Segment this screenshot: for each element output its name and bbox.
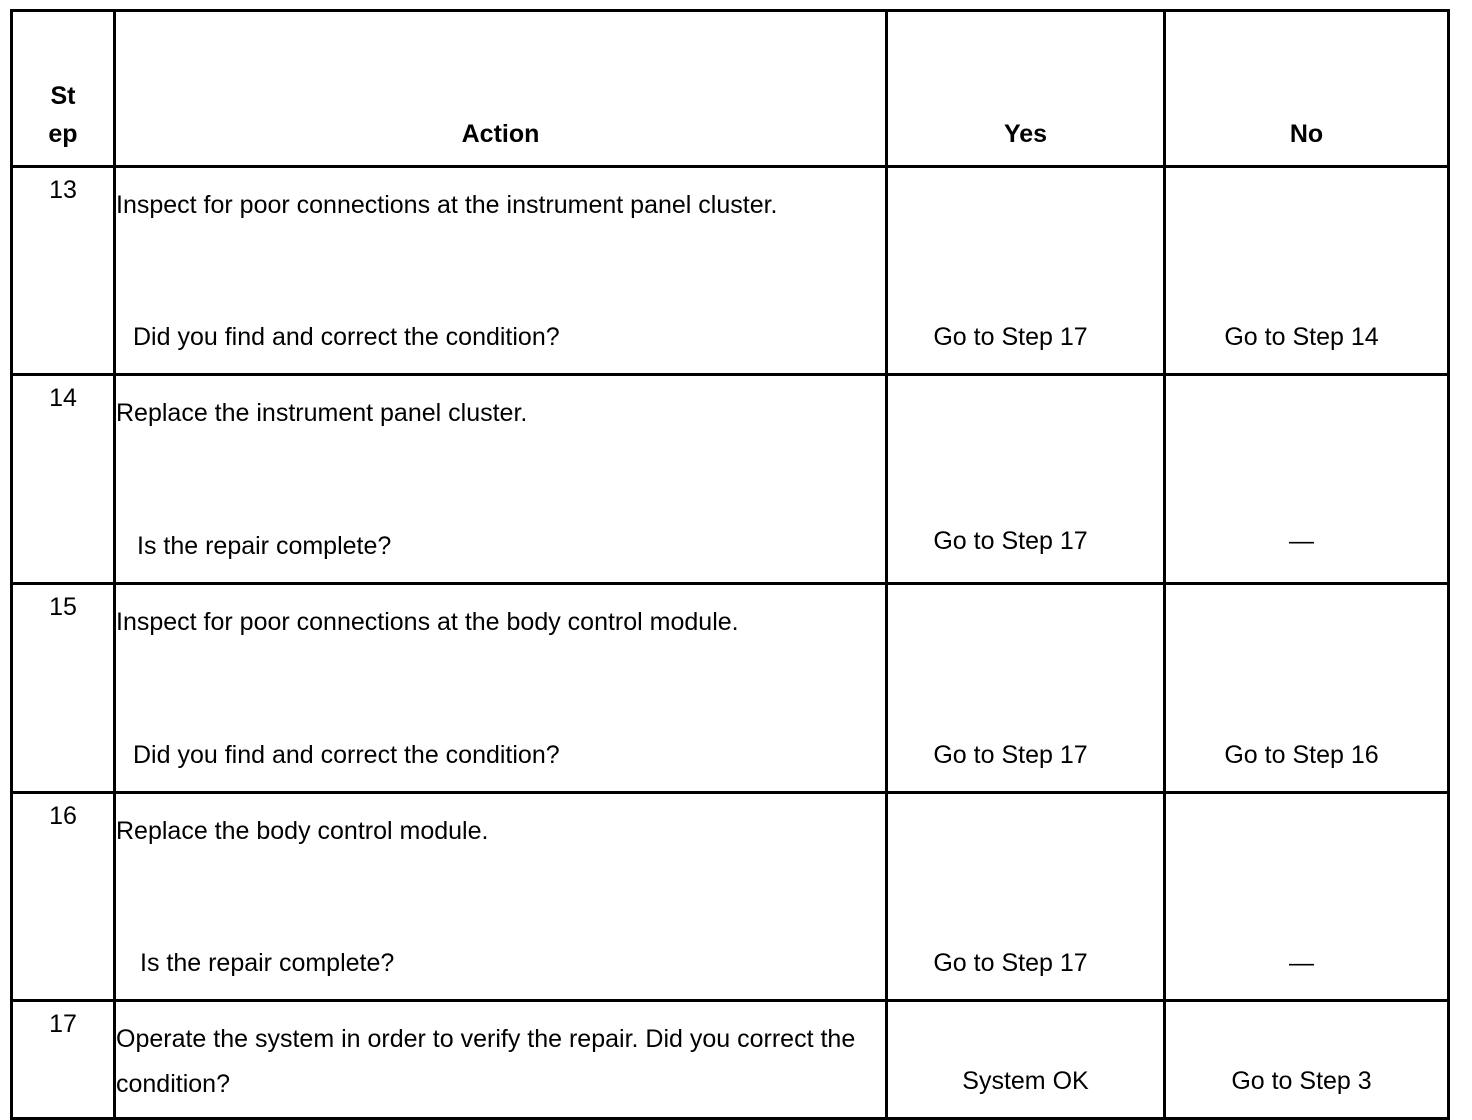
yes-result: Go to Step 17 xyxy=(933,323,1088,351)
yes-result: Go to Step 17 xyxy=(933,949,1088,977)
table-row xyxy=(12,584,1449,793)
action-cell xyxy=(115,375,887,584)
no-result: Go to Step 3 xyxy=(1231,1067,1372,1095)
header-step-line1: St xyxy=(50,82,76,110)
action-text: Replace the instrument panel cluster. xyxy=(116,399,528,427)
no-result: — xyxy=(1289,527,1314,555)
action-cell xyxy=(115,167,887,375)
no-cell xyxy=(1165,167,1449,375)
no-cell xyxy=(1165,793,1449,1001)
header-yes: Yes xyxy=(887,11,1165,167)
yes-cell xyxy=(887,584,1165,793)
header-no: No xyxy=(1165,11,1449,167)
header-step-line2: ep xyxy=(48,120,78,148)
no-result: — xyxy=(1289,949,1314,977)
action-question: Did you find and correct the condition? xyxy=(133,741,560,769)
table-row xyxy=(12,793,1449,1001)
table-row xyxy=(12,1001,1449,1119)
action-text: Replace the body control module. xyxy=(116,817,489,845)
header-step xyxy=(12,11,115,167)
yes-cell xyxy=(887,375,1165,584)
table-header-row xyxy=(12,11,1449,167)
step-number: 13 xyxy=(12,167,115,375)
action-text: Inspect for poor connections at the instrument panel cluster. xyxy=(116,191,778,219)
step-number: 14 xyxy=(12,375,115,584)
yes-result: Go to Step 17 xyxy=(933,527,1088,555)
diagnostic-table xyxy=(10,9,1450,1120)
header-action: Action xyxy=(115,11,887,167)
no-cell xyxy=(1165,375,1449,584)
table-row xyxy=(12,375,1449,584)
yes-result: Go to Step 17 xyxy=(933,741,1088,769)
action-question: Did you find and correct the condition? xyxy=(133,323,560,351)
yes-cell xyxy=(887,167,1165,375)
step-number: 16 xyxy=(12,793,115,1001)
action-text: Operate the system in order to verify the repair. Did you correct the condition? xyxy=(116,1025,856,1098)
action-cell xyxy=(115,1001,887,1119)
no-result: Go to Step 14 xyxy=(1224,323,1379,351)
action-cell xyxy=(115,793,887,1001)
action-question: Is the repair complete? xyxy=(140,949,395,977)
no-result: Go to Step 16 xyxy=(1224,741,1379,769)
table-row xyxy=(12,167,1449,375)
no-cell xyxy=(1165,1001,1449,1119)
step-number: 17 xyxy=(12,1001,115,1119)
yes-result: System OK xyxy=(962,1067,1089,1095)
yes-cell xyxy=(887,1001,1165,1119)
action-text: Inspect for poor connections at the body control module. xyxy=(116,608,739,636)
no-cell xyxy=(1165,584,1449,793)
action-cell xyxy=(115,584,887,793)
yes-cell xyxy=(887,793,1165,1001)
step-number: 15 xyxy=(12,584,115,793)
action-question: Is the repair complete? xyxy=(137,532,392,560)
